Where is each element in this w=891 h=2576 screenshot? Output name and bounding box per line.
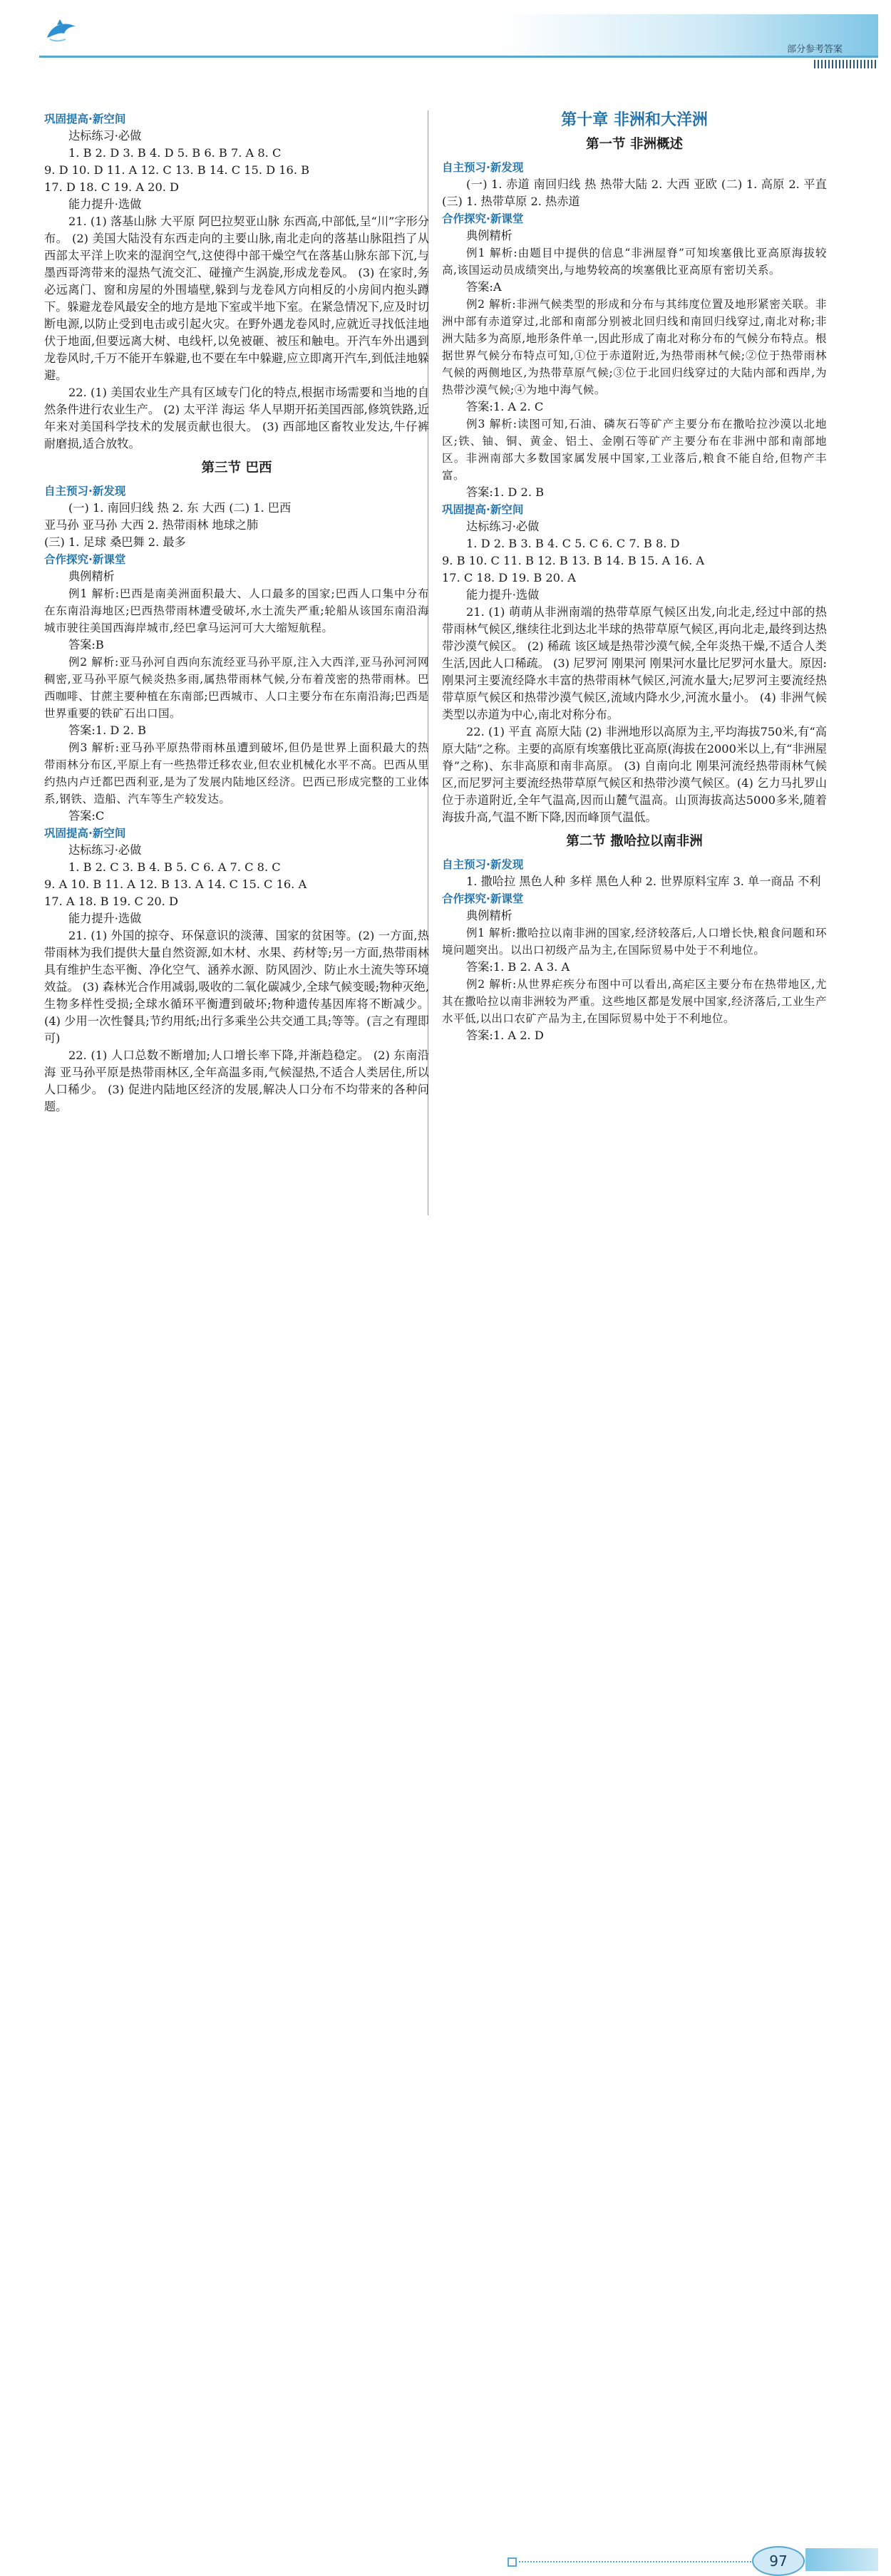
header-title: 部分参考答案 xyxy=(786,44,843,55)
answer-line: 1. B 2. C 3. B 4. B 5. C 6. A 7. C 8. C xyxy=(68,860,281,874)
answer-line: 17. D 18. C 19. A 20. D xyxy=(44,180,180,194)
example-answer: 答案:1. D 2. B xyxy=(68,723,147,737)
sub-label: 能力提升·选做 xyxy=(466,588,540,602)
footer-band xyxy=(805,2548,878,2571)
sub-label: 能力提升·选做 xyxy=(68,912,142,925)
header-rule xyxy=(39,56,878,58)
sub-label: 典例精析 xyxy=(466,229,513,242)
example-analysis: 例1 解析:由题目中提供的信息“非洲屋脊”可知埃塞俄比亚高原海拔较高,该国运动员成绩突出,与地势较高的埃塞俄比亚高原有密切关系。 xyxy=(442,247,827,277)
answer-paragraph: 22. (1) 人口总数不断增加;人口增长率下降,并渐趋稳定。 (2) 东南沿海 亚马孙平原是热带雨林区,全年高温多雨,气候湿热,不适合人类居住,所以人口稀少。 (3) 促进内陆地区经济的发展,解决人口分布不均带来的各种问题。 xyxy=(44,1049,429,1113)
section-label: 合作探究·新课堂 xyxy=(442,892,524,905)
answer-line: (三) 1. 足球 桑巴舞 2. 最多 xyxy=(44,535,186,549)
example-analysis: 例3 解析:读图可知,石油、磷灰石等矿产主要分布在撒哈拉沙漠以北地区;铁、铀、铜、黄金、铝土、金刚石等矿产主要分布在非洲中部和南部地区。非洲南部大多数国家属发展中国家,工业落后,粮食不能自给,但物产丰富。 xyxy=(442,418,827,482)
example-answer: 答案:1. B 2. A 3. A xyxy=(466,960,570,974)
section-label: 自主预习·新发现 xyxy=(44,485,126,498)
page-footer xyxy=(0,1269,891,2570)
answer-paragraph: 21. (1) 萌萌从非洲南端的热带草原气候区出发,向北走,经过中部的热带雨林气候区,继续往北到达北半球的热带草原气候区,再向北走,最终到达热带沙漠气候区。 (2) 稀疏 该区域是热带沙漠气候,全年炎热干燥,不适合人类生活,因此人口稀疏。 (3) 尼罗河 刚果河 刚果河水量比尼罗河水量大。原因:刚果河主要流经降水丰富的热带雨林气候区,河流水量大;尼罗河主要流经热带草原气候区和热带沙漠气候区,流域内降水少,河流水量小。 (4) 非洲气候类型以赤道为中心,南北对称分布。 xyxy=(442,605,827,721)
chapter-title: 第十章 非洲和大洋洲 xyxy=(561,111,708,129)
sub-label: 能力提升·选做 xyxy=(68,197,142,211)
answer-line: 9. D 10. D 11. A 12. C 13. B 14. C 15. D 16. B xyxy=(44,163,310,177)
example-analysis: 例2 解析:亚马孙河自西向东流经亚马孙平原,注入大西洋,亚马孙河河网稠密,亚马孙平原气候炎热多雨,属热带雨林气候,分布着茂密的热带雨林。巴西咖啡、甘蔗主要种植在东南部;巴西城市、人口主要分布在东南沿海;巴西是世界重要的铁矿石出口国。 xyxy=(44,656,429,720)
section-label: 巩固提高·新空间 xyxy=(44,827,126,840)
example-analysis: 例1 解析:撒哈拉以南非洲的国家,经济较落后,人口增长快,粮食问题和环境问题突出。以出口初级产品为主,在国际贸易中处于不利地位。 xyxy=(442,927,827,957)
answer-paragraph: 21. (1) 外国的掠夺、环保意识的淡薄、国家的贫困等。(2) 一方面,热带雨林为我们提供大量自然资源,如木材、水果、药材等;另一方面,热带雨林具有维护生态平衡、净化空气、涵养水源、防风固沙、防止水土流失等环境效益。 (3) 森林光合作用减弱,吸收的二氧化碳减少,全球气候变暖;物种灭绝,生物多样性受损;全球水循环平衡遭到破坏;物种遗传基因库将不断减少。 (4) 少用一次性餐具;节约用纸;出行多乘坐公共交通工具;等等。(言之有理即可) xyxy=(44,929,429,1045)
section-title: 第二节 撒哈拉以南非洲 xyxy=(566,834,703,849)
example-answer: 答案:1. D 2. B xyxy=(466,485,545,499)
example-analysis: 例2 解析:从世界疟疾分布图中可以看出,高疟区主要分布在热带地区,尤其在撒哈拉以南非洲较为严重。这些地区都是发展中国家,经济落后,工业生产水平低,以出口农矿产品为主,在国际贸易中处于不利地位。 xyxy=(442,978,827,1025)
example-answer: 答案:A xyxy=(466,280,502,294)
answer-line: 9. B 10. C 11. B 12. B 13. B 14. B 15. A 16. A xyxy=(442,554,705,567)
section-label: 自主预习·新发现 xyxy=(442,858,524,871)
left-column xyxy=(44,110,429,1116)
answer-line: 1. D 2. B 3. B 4. C 5. C 6. C 7. B 8. D xyxy=(466,537,680,550)
sub-label: 典例精析 xyxy=(68,570,115,583)
section-label: 合作探究·新课堂 xyxy=(44,553,126,566)
example-answer: 答案:C xyxy=(68,809,105,823)
answer-line: 1. B 2. D 3. B 4. D 5. B 6. B 7. A 8. C xyxy=(68,146,282,160)
section-label: 自主预习·新发现 xyxy=(442,161,524,174)
page-header xyxy=(0,0,891,68)
header-ticks xyxy=(814,60,878,68)
section-label: 合作探究·新课堂 xyxy=(442,212,524,225)
example-answer: 答案:B xyxy=(68,638,104,651)
example-answer: 答案:1. A 2. C xyxy=(466,400,544,413)
footer-square-icon xyxy=(508,2557,517,2567)
answer-line: 17. C 18. D 19. B 20. A xyxy=(442,571,576,584)
answer-line: 9. A 10. B 11. A 12. B 13. A 14. C 15. C 16. A xyxy=(44,877,307,891)
answer-paragraph: 22. (1) 美国农业生产具有区域专门化的特点,根据市场需要和当地的自然条件进行农业生产。 (2) 太平洋 海运 华人早期开拓美国西部,修筑铁路,近年来对美国科学技术的发展贡献也很大。 (3) 西部地区畜牧业发达,牛仔裤耐磨损,适合放牧。 xyxy=(44,386,429,450)
section-label: 巩固提高·新空间 xyxy=(44,113,126,125)
sub-label: 典例精析 xyxy=(466,909,513,922)
section-label: 巩固提高·新空间 xyxy=(442,503,524,516)
dolphin-logo-icon xyxy=(44,18,80,43)
answer-line: 17. A 18. B 19. C 20. D xyxy=(44,895,178,908)
example-answer: 答案:1. A 2. D xyxy=(466,1029,544,1042)
example-analysis: 例1 解析:巴西是南美洲面积最大、人口最多的国家;巴西人口集中分布在东南沿海地区;巴西热带雨林遭受破坏,水土流失严重;轮船从该国东南沿海城市驶往美国西海岸城市,经巴拿马运河可大大缩短航程。 xyxy=(44,587,429,634)
answer-paragraph: 21. (1) 落基山脉 大平原 阿巴拉契亚山脉 东西高,中部低,呈“川”字形分布。 (2) 美国大陆没有东西走向的主要山脉,南北走向的落基山脉阻挡了从西部太平洋上吹来的湿润空气,这使得中部干燥空气在落基山脉东部下沉,与墨西哥湾带来的湿热气流交汇、碰撞产生涡旋,形成龙卷风。 (3) 在家时,务必远离门、窗和房屋的外围墙壁,躲到与龙卷风方向相反的小房间内抱头蹲下。躲避龙卷风最安全的地方是地下室或半地下室。在紧急情况下,应及时切断电源,以防止受到电击或引起火灾。在野外遇龙卷风时,应就近寻找低洼地伏于地面,但要远离大树、电线杆,以免被砸、被压和触电。开汽车外出遇到龙卷风时,千万不能开车躲避,也不要在车中躲避,应立即离开汽车,到低洼地躲避。 xyxy=(44,215,429,382)
sub-label: 达标练习·必做 xyxy=(68,129,142,143)
answer-paragraph: 22. (1) 平直 高原大陆 (2) 非洲地形以高原为主,平均海拔750米,有“高原大陆”之称。主要的高原有埃塞俄比亚高原(海拔在2000米以上,有“非洲屋脊”之称)、东非高原和南非高原。 (3) 自南向北 刚果河流经热带雨林气候区,而尼罗河主要流经热带草原气候区和热带沙漠气候区。(4) 乞力马扎罗山位于赤道附近,全年气温高,因而山麓气温高。山顶海拔高达5000多米,随着海拔升高,气温不断下降,因而峰顶气温低。 xyxy=(442,725,827,824)
footer-dotted-rule xyxy=(519,2561,751,2562)
answer-line: 亚马孙 亚马孙 大西 2. 热带雨林 地球之肺 xyxy=(44,518,259,532)
right-column xyxy=(442,110,827,1044)
section-title: 第一节 非洲概述 xyxy=(586,137,683,152)
sub-label: 达标练习·必做 xyxy=(466,520,540,533)
header-gradient xyxy=(43,14,878,57)
answer-paragraph: (一) 1. 赤道 南回归线 热 热带大陆 2. 大西 亚欧 (二) 1. 高原 2. 平直 (三) 1. 热带草原 2. 热赤道 xyxy=(442,177,827,208)
sub-label: 达标练习·必做 xyxy=(68,843,142,857)
answer-line: (一) 1. 南回归线 热 2. 东 大西 (二) 1. 巴西 xyxy=(68,501,292,515)
section-title: 第三节 巴西 xyxy=(201,460,272,475)
answer-paragraph: 1. 撒哈拉 黑色人种 多样 黑色人种 2. 世界原料宝库 3. 单一商品 不利 xyxy=(466,875,821,888)
page-number: 97 xyxy=(752,2546,805,2576)
example-analysis: 例2 解析:非洲气候类型的形成和分布与其纬度位置及地形紧密关联。非洲中部有赤道穿过,北部和南部分别被北回归线和南回归线穿过,南北对称;非洲大陆多为高原,地形条件单一,因此形成了南北对称分布的气候分布特点。根据世界气候分布特点可知,①位于赤道附近,为热带雨林气候;②位于热带雨林气候的两侧地区,为热带草原气候;③位于北回归线穿过的大陆内部和西岸,为热带沙漠气候;④为地中海气候。 xyxy=(442,298,827,396)
example-analysis: 例3 解析:亚马孙平原热带雨林虽遭到破坏,但仍是世界上面积最大的热带雨林分布区,平原上有一些热带迁移农业,但农业机械化水平不高。巴西从里约热内卢迁都巴西利亚,是为了发展内陆地区经济。巴西已形成完整的工业体系,钢铁、造船、汽车等生产较发达。 xyxy=(44,741,429,805)
